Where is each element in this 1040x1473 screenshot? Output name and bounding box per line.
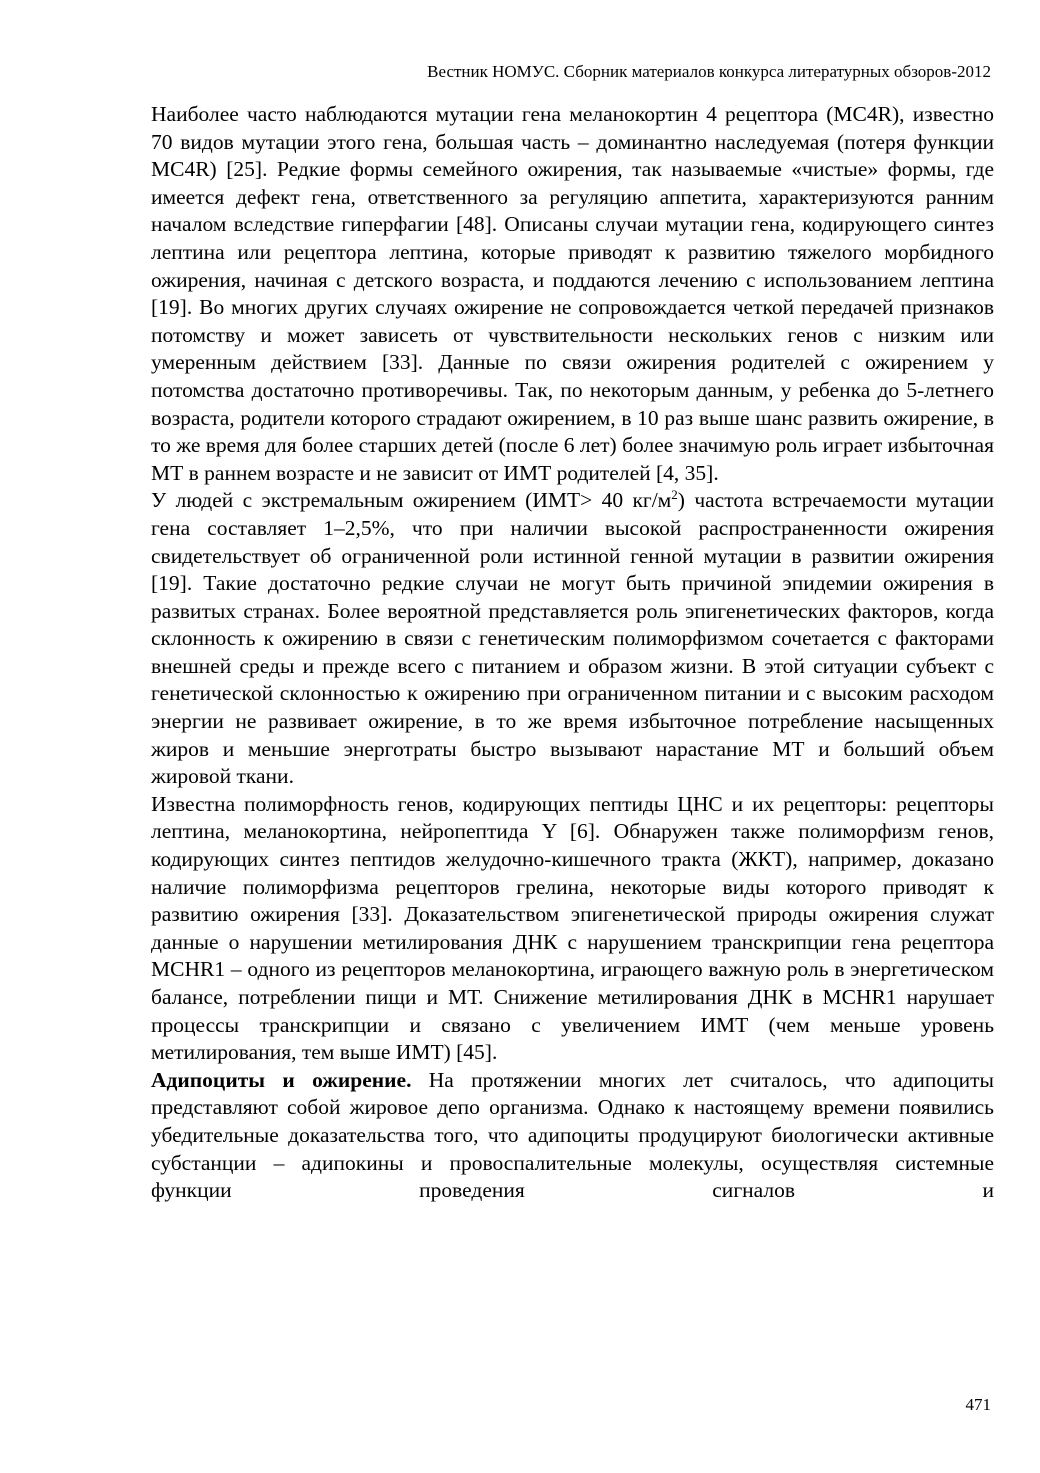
squared-superscript: 2 [671, 487, 678, 503]
paragraph-gene-polymorphism: Известна полиморфность генов, кодирующих пептиды ЦНС и их рецепторы: рецепторы лептина, меланокортина, нейропептида Y [6]. Обнаружен также полиморфизм генов, кодирующих синтез пептидов желудочно-кишечного тракта (ЖКТ), например, доказано наличие полиморфизма рецепторов грелина, некоторые виды которого приводят к развитию ожирения [33]. Доказательством эпигенетической природы ожирения служат данные о нарушении метилирования ДНК с нарушением транскрипции гена рецептора MCHR1 – одного из рецепторов меланокортина, играющего важную роль в энергетическом балансе, потреблении пищи и МТ. Снижение метилирования ДНК в MCHR1 нарушает процессы транскрипции и связано с увеличением ИМТ (чем меньше уровень метилирования, тем выше ИМТ) [45]. [151, 791, 994, 1065]
paragraph-adipocytes-text: На протяжении многих лет считалось, что адипоциты представляют собой жировое депо организма. Однако к настоящему времени появились убедительные доказательства того, что адипоциты продуцируют биологически активные субстанции – адипокины и провоспалительные молекулы, осуществляя системные функции проведения сигналов и [151, 1067, 994, 1203]
running-header: Вестник НОМУС. Сборник материалов конкурса литературных обзоров-2012 [427, 62, 991, 81]
paragraph-extreme-obesity-rest: ) частота встречаемости мутации гена составляет 1–2,5%, что при наличии высокой распространенности ожирения свидетельствует об ограниченной роли истинной генной мутации в развитии ожирения [19]. Такие достаточно редкие случаи не могут быть причиной эпидемии ожирения в развитых странах. Более вероятной представляется роль эпигенетических факторов, когда склонность к ожирению в связи с генетическим полиморфизмом сочетается с факторами внешней среды и прежде всего с питанием и образом жизни. В этой ситуации субъект с генетической склонностью к ожирению при ограниченном питании и с высоким расходом энергии не развивает ожирение, в то же время избыточное потребление насыщенных жиров и меньшие энерготраты быстро вызывают нарастание МТ и больший объем жировой ткани. [151, 488, 994, 789]
paragraph-adipocytes [151, 1067, 994, 1205]
paragraph-extreme-obesity-start: У людей с экстремальным ожирением (ИМТ> 40 кг/м [151, 488, 672, 513]
page-number: 471 [965, 1395, 991, 1414]
paragraph-extreme-obesity [151, 487, 994, 791]
paragraph-mc4r-mutations: Наиболее часто наблюдаются мутации гена меланокортин 4 рецептора (MC4R), известно 70 видов мутации этого гена, большая часть – доминантно наследуемая (потеря функции MC4R) [25]. Редкие формы семейного ожирения, так называемые «чистые» формы, где имеется дефект гена, ответственного за регуляцию аппетита, характеризуются ранним началом вследствие гиперфагии [48]. Описаны случаи мутации гена, кодирующего синтез лептина или рецептора лептина, которые приводят к развитию тяжелого морбидного ожирения, начиная с детского возраста, и поддаются лечению с использованием лептина [19]. Во многих других случаях ожирение не сопровождается четкой передачей признаков потомству и может зависеть от чувствительности нескольких генов с низким или умеренным действием [33]. Данные по связи ожирения родителей с ожирением у потомства достаточно противоречивы. Так, по некоторым данным, у ребенка до 5-летнего возраста, родители которого страдают ожирением, в 10 раз выше шанс развить ожирение, в то же время для более старших детей (после 6 лет) более значимую роль играет избыточная МТ в раннем возрасте и не зависит от ИМТ родителей [4, 35]. [151, 102, 994, 485]
article-body [151, 101, 994, 1205]
section-heading-adipocytes: Адипоциты и ожирение. [151, 1067, 412, 1092]
